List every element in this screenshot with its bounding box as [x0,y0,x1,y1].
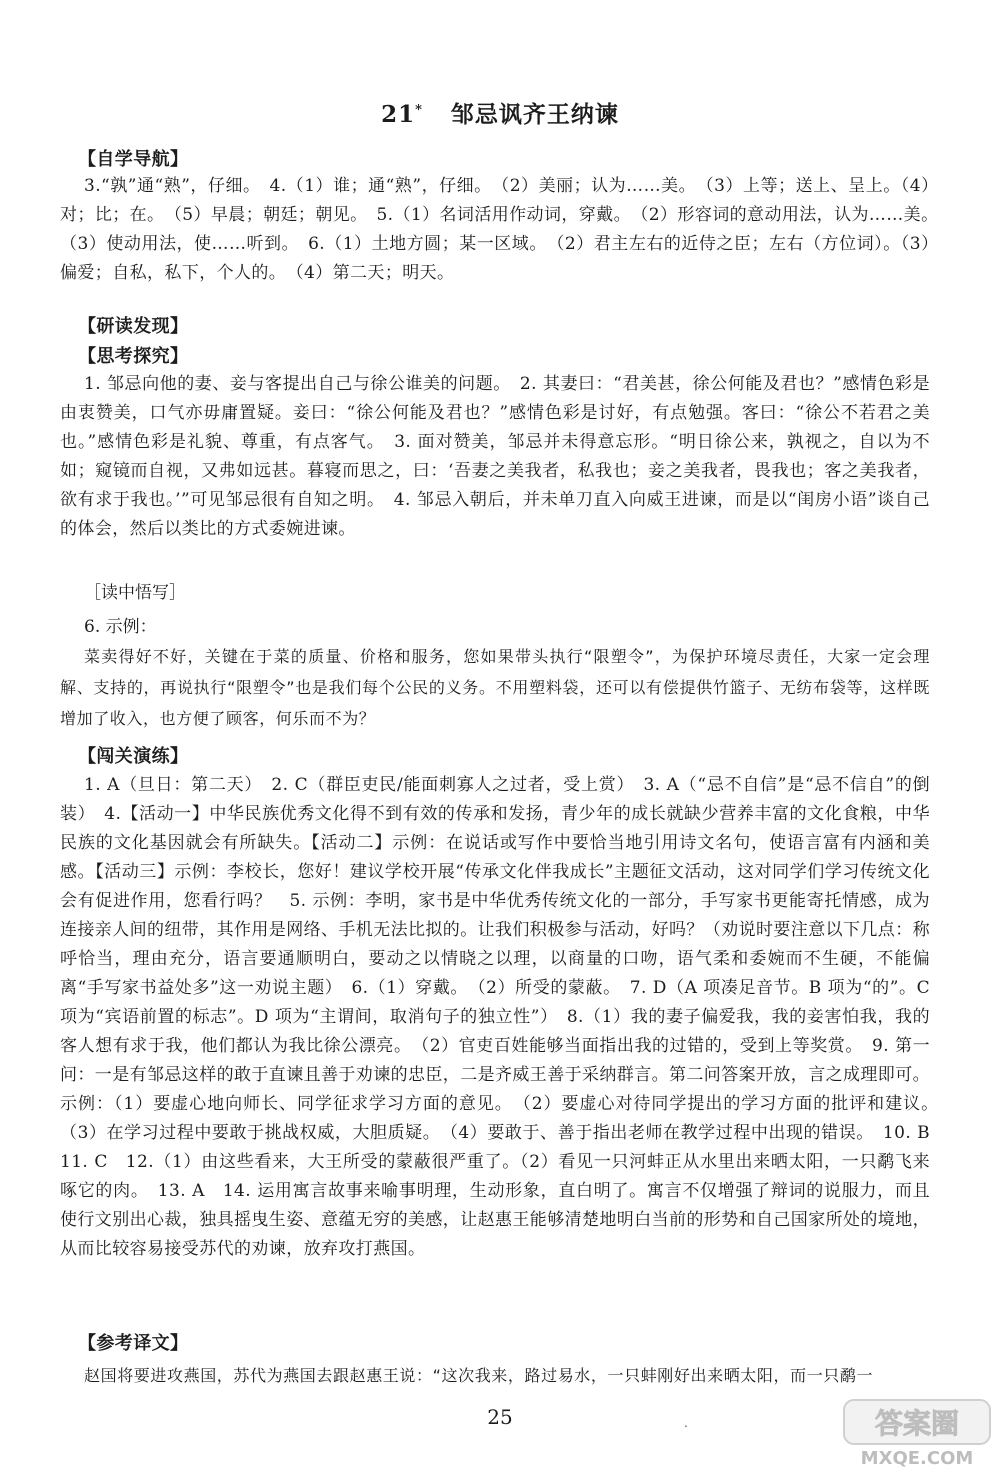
page-title [0,96,1000,129]
section-heading-yandu: 【研读发现】 [78,316,189,337]
watermark-logo [842,1396,992,1472]
watermark-graphic [842,1396,992,1472]
watermark-site-text: MXQE.COM [860,1448,974,1469]
section-heading-sikao: 【思考探究】 [78,346,189,367]
watermark-logo-text: 答案圈 [874,1407,960,1440]
section-heading-chuangguan: 【闯关演练】 [78,746,189,767]
footer-dot: . [684,1416,688,1430]
section-heading-yiwen: 【参考译文】 [78,1333,189,1354]
section-heading-zixue: 【自学导航】 [78,149,189,170]
example-label: 6. 示例： [84,617,157,637]
page-number: 25 [487,1405,513,1429]
zixue-paragraph: 3.“孰”通“熟”，仔细。 4.（1）谁；通“熟”，仔细。 （2）美丽；认为……美。 （3）上等；送上、呈上。（4）对；比；在。 （5）早晨；朝廷；朝见。 5.（1）名词活用作动词，穿戴。 （2）形容词的意动用法，认为……美。 （3）使动用法，使……听到。 6.（1）土地方圆；某一区域。 （2）君主左右的近侍之臣；左右（方位词）。（3）偏爱；自私，私下，个人的。 （4）第二天；明天。 [60,176,948,283]
yiwen-paragraph: 赵国将要进攻燕国，苏代为燕国去跟赵惠王说：“这次我来，路过易水，一只蚌刚好出来晒太阳，而一只鹬一 [84,1366,874,1385]
section-heading-duzhong: ［读中悟写］ [84,583,186,603]
example-paragraph: 菜卖得好不好，关键在于菜的质量、价格和服务，您如果带头执行“限塑令”，为保护环境尽责任，大家一定会理解、支持的，再说执行“限塑令”也是我们每个公民的义务。不用塑料袋，还可以有偿提供竹篮子、无纺布袋等，这样既增加了收入，也方便了顾客，何乐而不为？ [60,647,930,728]
chuangguan-paragraph: 1. A（旦日：第二天） 2. C（群臣吏民/能面刺寡人之过者，受上赏） 3. A（“忌不自信”是“忌不信自”的倒装） 4.【活动一】中华民族优秀文化得不到有效的传承和发扬，青少年的成长就缺少营养丰富的文化食粮，中华民族的文化基因就会有所缺失。【活动二】示例：在说话或写作中要恰当地引用诗文名句，使语言富有内涵和美感。【活动三】示例：李校长，您好！建议学校开展“传承文化伴我成长”主题征文活动，这对同学们学习传统文化会有促进作用，您看行吗？ 5. 示例：李明，家书是中华优秀传统文化的一部分，手写家书更能寄托情感，成为连接亲人间的纽带，其作用是网络、手机无法比拟的。让我们积极参与活动，好吗？（劝说时要注意以下几点：称呼恰当，理由充分，语言要通顺明白，要动之以情晓之以理，以商量的口吻，语气柔和委婉而不生硬，不能偏离“手写家书益处多”这一劝说主题） 6.（1）穿戴。 （2）所受的蒙蔽。 7. D（A 项凑足音节。B 项为“的”。C 项为“宾语前置的标志”。D 项为“主谓间，取消句子的独立性”） 8.（1）我的妻子偏爱我，我的妾害怕我，我的客人想有求于我，他们都认为我比徐公漂亮。 （2）官吏百姓能够当面指出我的过错的，受到上等奖赏。 9. 第一问：一是有邹忌这样的敢于直谏且善于劝谏的忠臣，二是齐威王善于采纳群言。第二问答案开放，言之成理即可。示例：（1）要虚心地向师长、同学征求学习方面的意见。 （2）要虚心对待同学提出的学习方面的批评和建议。 （3）在学习过程中要敢于挑战权威，大胆质疑。 （4）要敢于、善于指出老师在教学过程中出现的错误。 10. B 11. C 12.（1）由这些看来，大王所受的蒙蔽很严重了。（2）看见一只河蚌正从水里出来晒太阳，一只鹬飞来啄它的肉。 13. A 14. 运用寓言故事来喻事明理，生动形象，直白明了。寓言不仅增强了辩词的说服力，而且使行文别出心裁，独具摇曳生姿、意蕴无穷的美感，让赵惠王能够清楚地明白当前的形势和自己国家所处的境地，从而比较容易接受苏代的劝谏，放弃攻打燕国。 [60,775,948,1259]
lesson-title: 邹忌讽齐王纳谏 [450,101,619,128]
lesson-number: 21* [381,101,423,128]
sikao-paragraph: 1. 邹忌向他的妻、妾与客提出自己与徐公谁美的问题。 2. 其妻曰：“君美甚，徐公何能及君也？”感情色彩是由衷赞美，口气亦毋庸置疑。妾曰：“徐公何能及君也？”感情色彩是讨好，有点勉强。客曰：“徐公不若君之美也。”感情色彩是礼貌、尊重，有点客气。 3. 面对赞美，邹忌并未得意忘形。“明日徐公来，孰视之，自以为不如；窥镜而自视，又弗如远甚。暮寝而思之，曰：‘吾妻之美我者，私我也；妾之美我者，畏我也；客之美我者，欲有求于我也。’”可见邹忌很有自知之明。 4. 邹忌入朝后，并未单刀直入向威王进谏，而是以“闺房小语”谈自己的体会，然后以类比的方式委婉进谏。 [60,374,930,539]
